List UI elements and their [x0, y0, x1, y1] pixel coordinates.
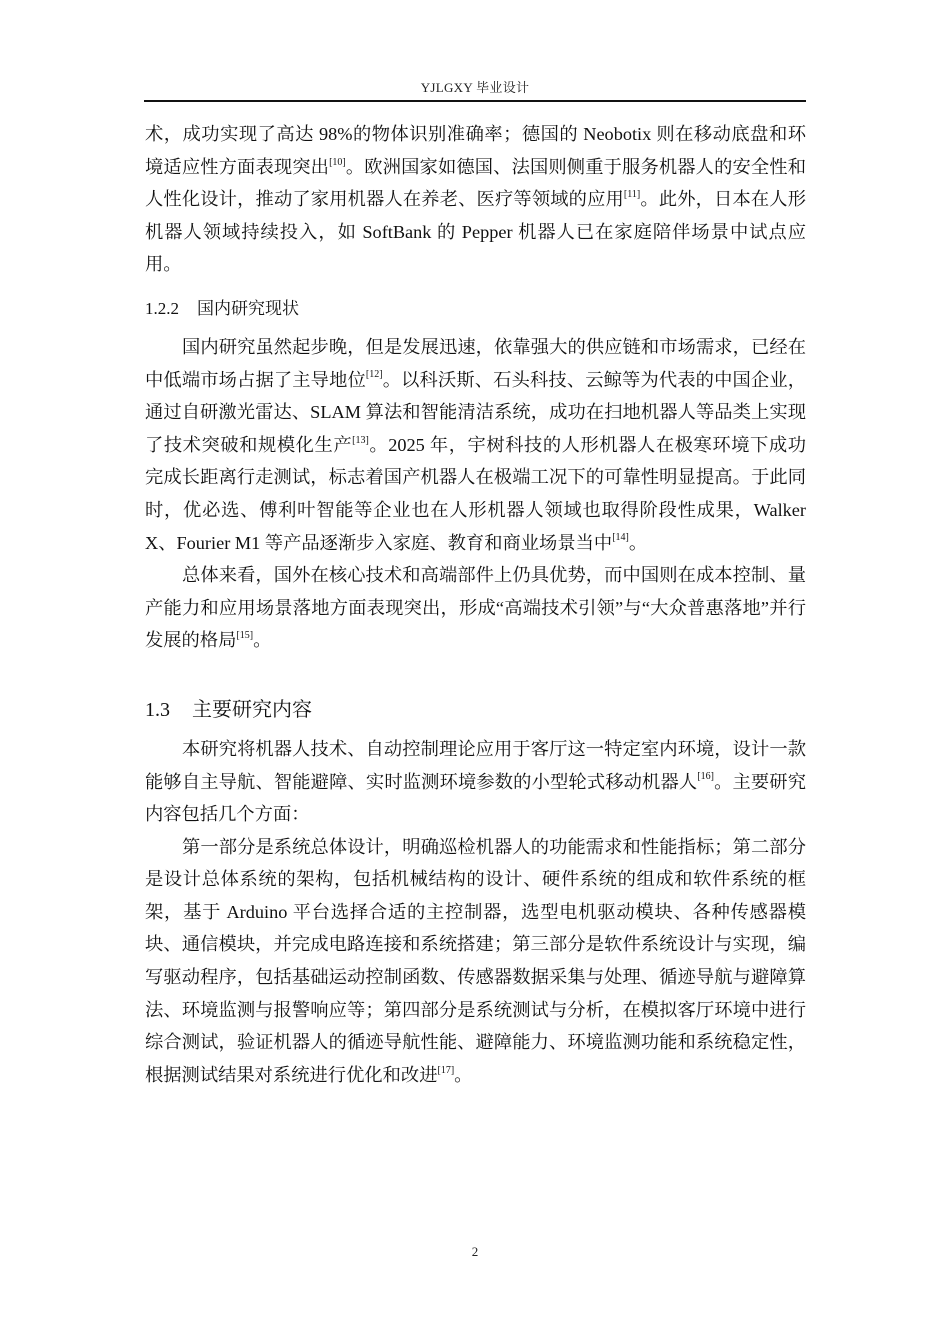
- citation-reference: [13]: [352, 434, 369, 446]
- paragraph-text: 。: [454, 1064, 473, 1085]
- paragraph-text: 术，成功实现了高达 98%的物体识别准确率；德国的 Neobotix 则在移动底盘和环境适应性方面表现突出: [145, 124, 806, 177]
- heading-text: 国内研究现状: [197, 298, 299, 318]
- page-number: 2: [471, 1244, 479, 1259]
- citation-reference: [17]: [437, 1064, 455, 1076]
- paragraph-text: 。主要研究内容包括几个方面：: [145, 771, 807, 825]
- citation-reference: [16]: [697, 771, 714, 783]
- page-header-title: YJLGXY 毕业设计: [420, 80, 530, 95]
- subsection-heading: [145, 297, 806, 321]
- heading-number: 1.3: [145, 698, 170, 721]
- citation-reference: [10]: [329, 156, 346, 168]
- citation-reference: [15]: [236, 630, 254, 642]
- paragraph-text: 。此外，日本在人形机器人领域持续投入，如 SoftBank 的 Pepper 机器人已在家庭陪伴场景中试点应用。: [145, 189, 806, 275]
- heading-text: 主要研究内容: [192, 698, 312, 721]
- paragraph-text: 。以科沃斯、石头科技、云鲸等为代表的中国企业，通过自研激光雷达、SLAM 算法和智能清洁系统，成功在扫地机器人等品类上实现了技术突破和规模化生产: [145, 369, 807, 455]
- body-paragraph: [145, 831, 806, 1092]
- paragraph-text: 国内研究虽然起步晚，但是发展迅速，依靠强大的供应链和市场需求，已经在中低端市场占据了主导地位: [145, 336, 806, 390]
- paragraph-text: 。2025 年，宇树科技的人形机器人在极寒环境下成功完成长距离行走测试，标志着国产机器人在极端工况下的可靠性明显提高。于此同时，优必选、傅利叶智能等企业也在人形机器人领域也取得阶段性成果，Walker X、Fourier M1 等产品逐渐步入家庭、教育和商业场景当中: [145, 434, 806, 553]
- body-paragraph: [145, 559, 806, 657]
- header-rule: [144, 100, 806, 102]
- body-paragraph: [145, 118, 806, 281]
- paragraph-text: 。: [253, 630, 272, 651]
- body-paragraph: [145, 331, 806, 559]
- heading-number: 1.2.2: [145, 298, 179, 318]
- paragraph-text: 。: [628, 532, 648, 553]
- citation-reference: [11]: [623, 189, 641, 201]
- citation-reference: [12]: [365, 369, 383, 381]
- paragraph-text: 本研究将机器人技术、自动控制理论应用于客厅这一特定室内环境，设计一款能够自主导航、智能避障、实时监测环境参数的小型轮式移动机器人: [145, 738, 806, 792]
- paragraph-text: 总体来看，国外在核心技术和高端部件上仍具优势，而中国则在成本控制、量产能力和应用场景落地方面表现突出，形成“高端技术引领”与“大众普惠落地”并行发展的格局: [145, 565, 806, 651]
- page-body: [145, 118, 806, 1091]
- paragraph-text: 。欧洲国家如德国、法国则侧重于服务机器人的安全性和人性化设计，推动了家用机器人在养老、医疗等领域的应用: [145, 156, 806, 210]
- section-heading: [145, 695, 806, 725]
- body-paragraph: [145, 733, 806, 831]
- paragraph-text: 第一部分是系统总体设计，明确巡检机器人的功能需求和性能指标；第二部分是设计总体系统的架构，包括机械结构的设计、硬件系统的组成和软件系统的框架，基于 Arduino 平台选择合适的主控制器，选型电机驱动模块、各种传感器模块、通信模块，并完成电路连接和系统搭建；第三部分是软件系统设计与实现，编写驱动程序，包括基础运动控制函数、传感器数据采集与处理、循迹导航与避障算法、环境监测与报警响应等；第四部分是系统测试与分析，在模拟客厅环境中进行综合测试，验证机器人的循迹导航性能、避障能力、环境监测功能和系统稳定性，根据测试结果对系统进行优化和改进: [145, 836, 806, 1085]
- citation-reference: [14]: [612, 532, 629, 544]
